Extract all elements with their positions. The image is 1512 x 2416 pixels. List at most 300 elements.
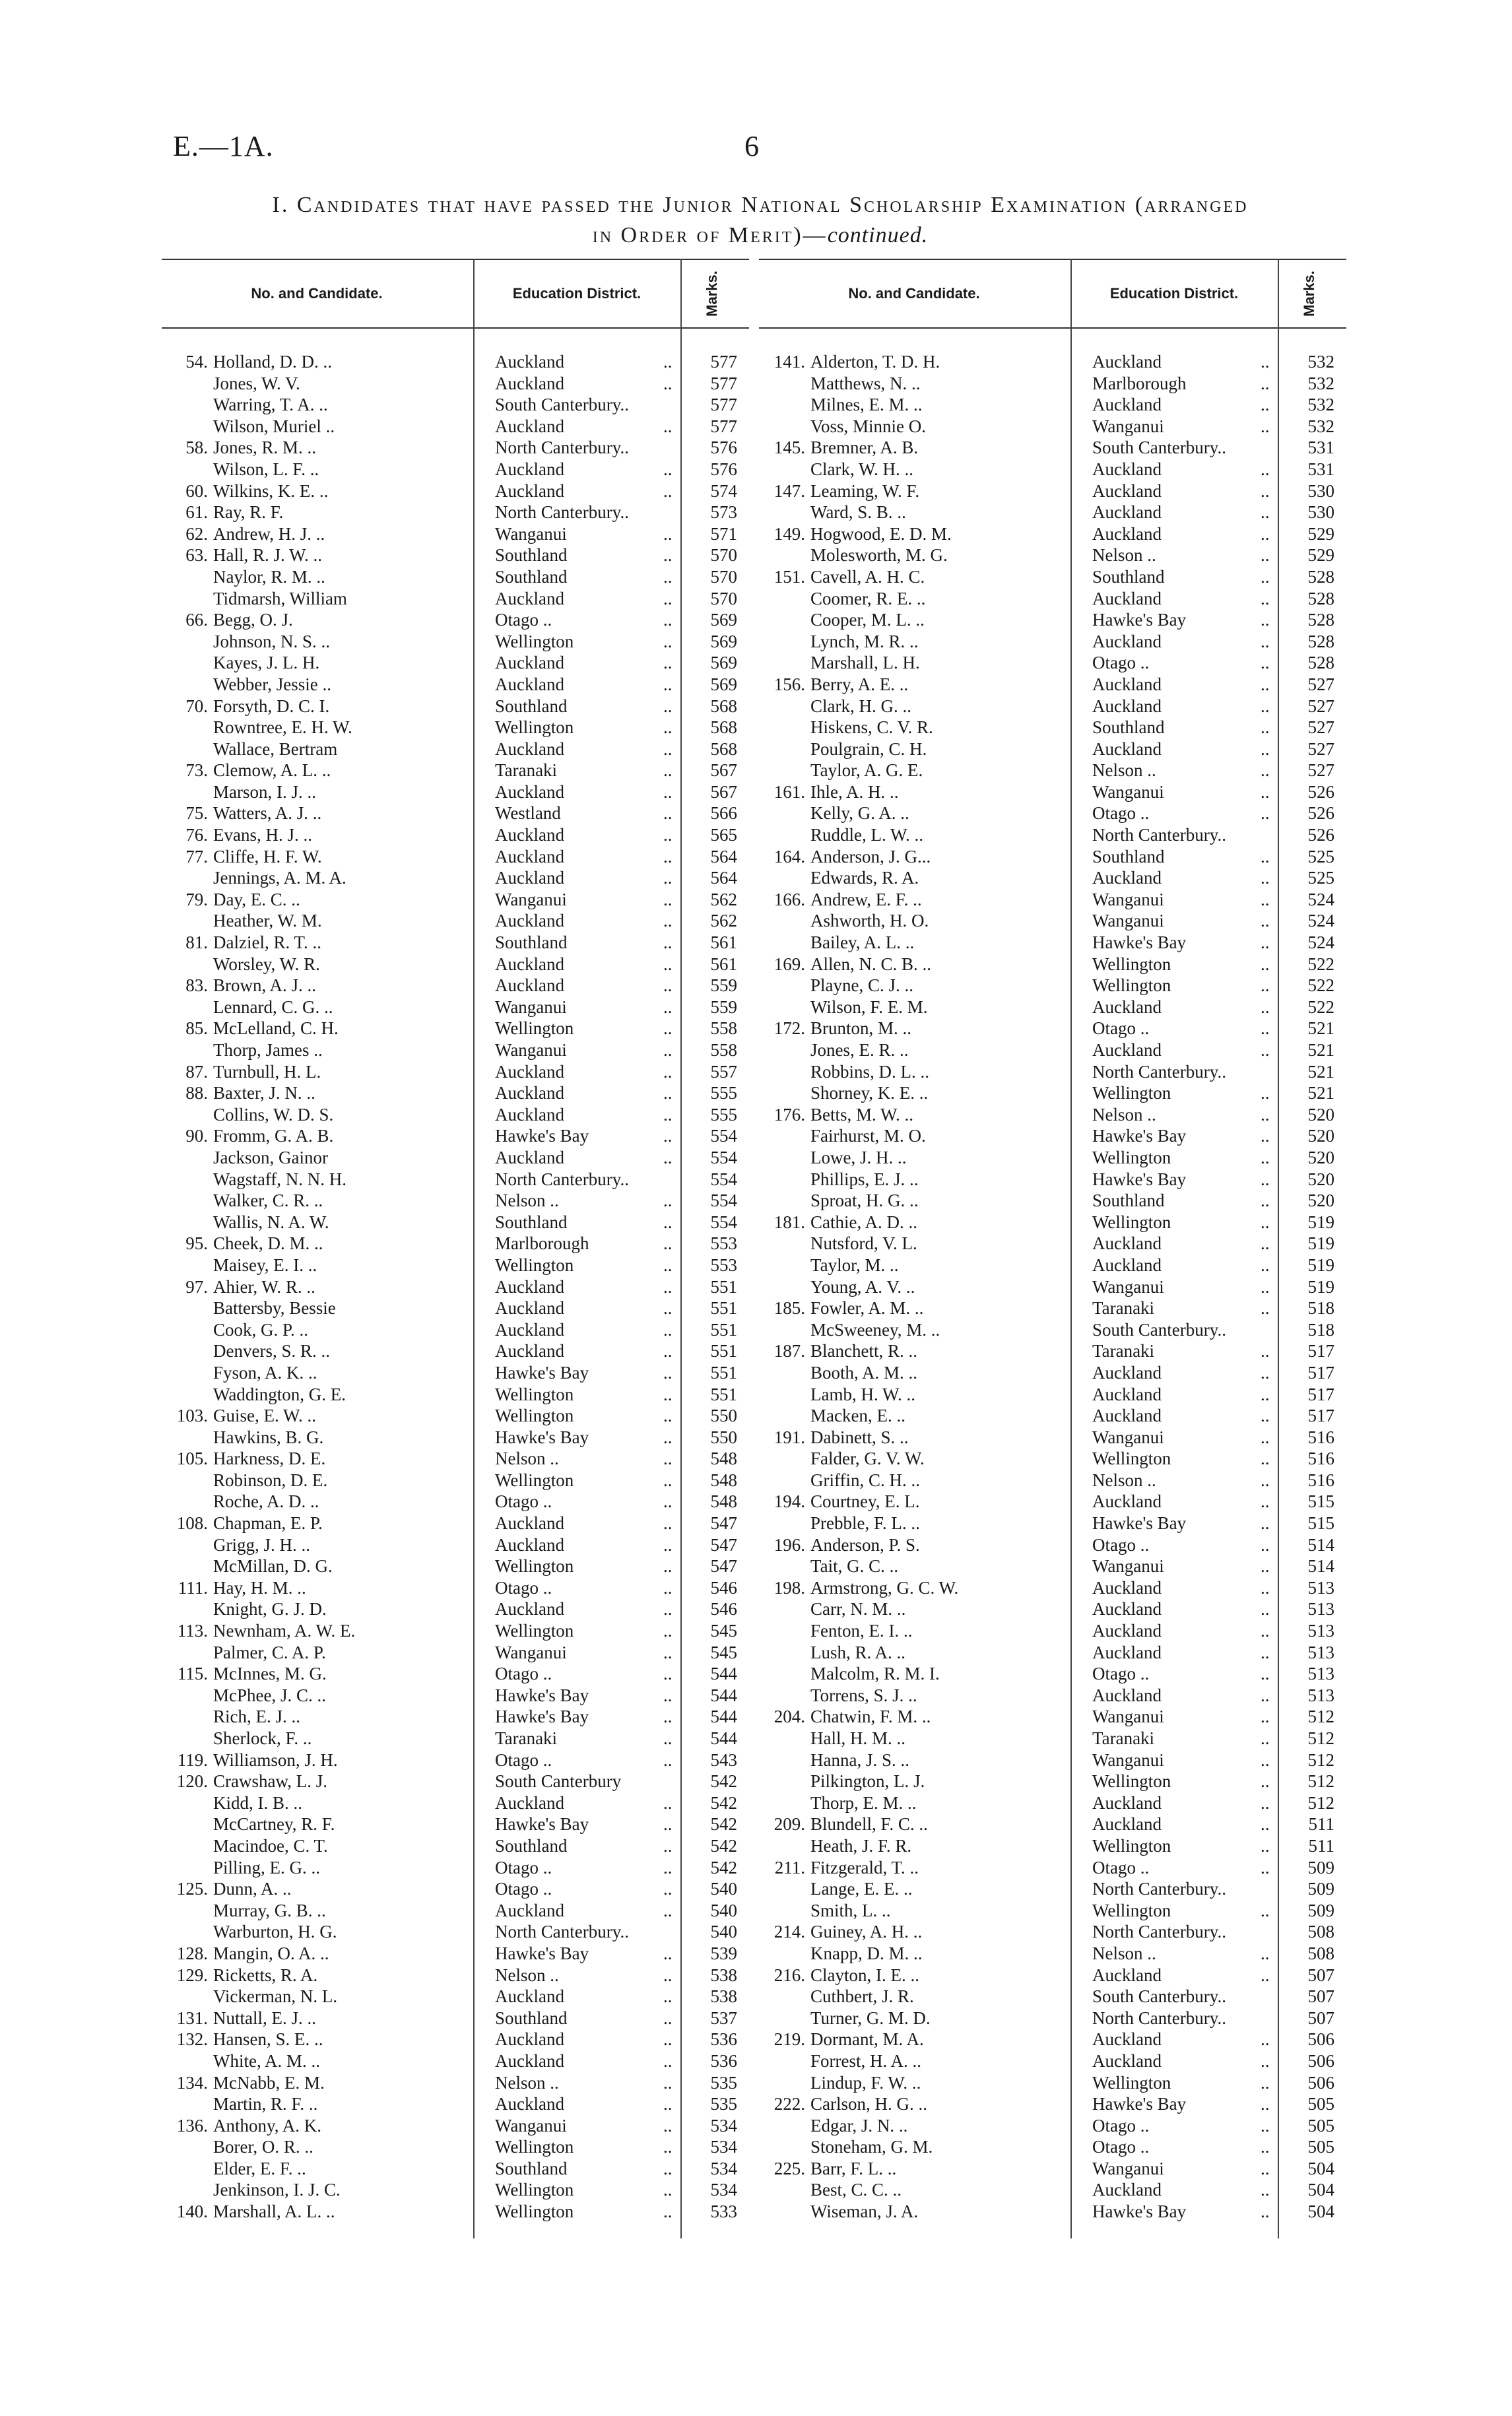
leader-dots: .. xyxy=(1261,1943,1270,1963)
marks-value: 528 xyxy=(1307,588,1334,608)
column-header-marks xyxy=(1279,260,1340,327)
table-row xyxy=(162,996,749,1018)
leader-dots: .. xyxy=(663,2180,673,2200)
marks-header-text: Marks. xyxy=(704,271,720,317)
leader-dots: .. xyxy=(1261,2094,1270,2114)
marks-value: 519 xyxy=(1307,1276,1334,1297)
table-row xyxy=(162,760,749,781)
education-district: Wellington xyxy=(1092,975,1171,996)
marks-value: 508 xyxy=(1307,1943,1334,1963)
rank-number: 196. xyxy=(773,1534,805,1555)
rank-number: 166. xyxy=(773,889,805,909)
candidate-name: Marshall, A. L. .. xyxy=(213,2202,335,2222)
leader-dots: .. xyxy=(1261,1449,1270,1469)
education-district: Auckland xyxy=(1092,2029,1162,2050)
education-district: Wanganui xyxy=(495,996,567,1017)
candidate-name: Hay, H. M. .. xyxy=(213,1577,306,1598)
rank-number: 54. xyxy=(185,352,208,372)
table-row xyxy=(759,523,1346,545)
candidate-name: Rich, E. J. .. xyxy=(213,1707,300,1727)
table-row xyxy=(162,1706,749,1728)
education-district: Otago .. xyxy=(495,1577,552,1598)
marks-value: 535 xyxy=(710,2072,737,2093)
education-district: Hawke's Bay xyxy=(495,1814,589,1835)
education-district: Auckland xyxy=(495,480,564,501)
table-row xyxy=(759,609,1346,631)
candidate-name: Denvers, S. R. .. xyxy=(213,1341,330,1361)
marks-value: 577 xyxy=(710,395,737,415)
marks-value: 508 xyxy=(1307,1922,1334,1942)
marks-value: 554 xyxy=(710,1212,737,1232)
education-district: Nelson .. xyxy=(495,2072,559,2093)
leader-dots: .. xyxy=(663,1083,673,1103)
marks-value: 511 xyxy=(1308,1814,1334,1835)
candidate-name: Holland, D. D. .. xyxy=(213,352,332,372)
education-district: Wanganui xyxy=(1092,1427,1164,1447)
table-row xyxy=(759,824,1346,846)
leader-dots: .. xyxy=(1261,1018,1270,1039)
table-row xyxy=(162,394,749,416)
table-row xyxy=(759,1491,1346,1513)
page-number: 6 xyxy=(744,130,759,162)
marks-value: 538 xyxy=(710,1965,737,1985)
table-row xyxy=(162,1125,749,1147)
leader-dots: .. xyxy=(663,1577,673,1598)
rank-number: 85. xyxy=(185,1018,208,1039)
education-district: Wellington xyxy=(495,1406,574,1426)
education-district: Auckland xyxy=(495,1900,564,1920)
table-row xyxy=(759,1749,1346,1771)
candidate-name: Jones, E. R. .. xyxy=(810,1040,909,1060)
education-district: Auckland xyxy=(495,825,564,845)
marks-value: 528 xyxy=(1307,610,1334,630)
candidate-name: Leaming, W. F. xyxy=(810,480,920,501)
candidate-name: Cuthbert, J. R. xyxy=(810,1986,914,2007)
marks-value: 577 xyxy=(710,352,737,372)
table-row xyxy=(759,1061,1346,1083)
candidate-name: Fromm, G. A. B. xyxy=(213,1126,334,1146)
table-row xyxy=(759,1470,1346,1491)
marks-value: 551 xyxy=(710,1298,737,1319)
candidate-name: Stoneham, G. M. xyxy=(810,2137,933,2157)
candidate-name: Waddington, G. E. xyxy=(213,1384,346,1404)
marks-value: 548 xyxy=(710,1470,737,1490)
table-header-right xyxy=(759,259,1346,329)
table-row xyxy=(759,1986,1346,2008)
leader-dots: .. xyxy=(663,653,673,673)
education-district: Otago .. xyxy=(1092,1857,1150,1877)
leader-dots: .. xyxy=(1261,2050,1270,2071)
rank-number: 66. xyxy=(185,610,208,630)
table-row xyxy=(162,351,749,373)
leader-dots: .. xyxy=(663,1599,673,1619)
education-district: Auckland xyxy=(495,1534,564,1555)
education-district: Hawke's Bay xyxy=(495,1362,589,1383)
education-district: Auckland xyxy=(1092,996,1162,1017)
leader-dots: .. xyxy=(663,2115,673,2136)
table-row xyxy=(759,588,1346,610)
candidate-name: Hall, R. J. W. .. xyxy=(213,545,323,566)
table-row xyxy=(759,975,1346,996)
education-district: Auckland xyxy=(495,653,564,673)
table-row xyxy=(759,1405,1346,1427)
table-row xyxy=(759,954,1346,975)
education-district: Auckland xyxy=(495,459,564,479)
education-district: Auckland xyxy=(495,846,564,866)
leader-dots: .. xyxy=(1261,1040,1270,1060)
marks-value: 539 xyxy=(710,1943,737,1963)
candidate-name: Hanna, J. S. .. xyxy=(810,1749,909,1770)
candidate-name: Newnham, A. W. E. xyxy=(213,1621,356,1641)
candidate-name: McCartney, R. F. xyxy=(213,1814,335,1835)
marks-value: 558 xyxy=(710,1040,737,1060)
candidate-name: Voss, Minnie O. xyxy=(810,416,927,436)
leader-dots: .. xyxy=(1261,1233,1270,1254)
marks-value: 577 xyxy=(710,373,737,393)
rank-number: 83. xyxy=(185,975,208,996)
marks-value: 550 xyxy=(710,1406,737,1426)
table-row xyxy=(162,1663,749,1685)
marks-value: 514 xyxy=(1307,1534,1334,1555)
candidate-name: McInnes, M. G. xyxy=(213,1664,327,1684)
leader-dots: .. xyxy=(1261,373,1270,393)
rank-number: 151. xyxy=(773,566,805,587)
leader-dots: .. xyxy=(1261,1771,1270,1792)
education-district: Wanganui xyxy=(1092,1749,1164,1770)
table-row xyxy=(162,2029,749,2050)
leader-dots: .. xyxy=(1261,1406,1270,1426)
rank-number: 134. xyxy=(176,2072,208,2093)
marks-value: 564 xyxy=(710,846,737,866)
table-row xyxy=(162,1771,749,1792)
candidate-name: Harkness, D. E. xyxy=(213,1449,326,1469)
education-district: Wellington xyxy=(495,1470,574,1490)
leader-dots: .. xyxy=(663,1534,673,1555)
table-row xyxy=(759,760,1346,781)
table-row xyxy=(162,2050,749,2072)
candidate-name: Begg, O. J. xyxy=(213,610,293,630)
candidate-name: Lowe, J. H. .. xyxy=(810,1147,907,1167)
marks-value: 548 xyxy=(710,1449,737,1469)
leader-dots: .. xyxy=(663,545,673,566)
rank-number: 103. xyxy=(176,1406,208,1426)
candidate-name: Sherlock, F. .. xyxy=(213,1728,312,1748)
rank-number: 131. xyxy=(176,2008,208,2028)
table-row xyxy=(759,1685,1346,1707)
table-header-left xyxy=(162,259,749,329)
table-row xyxy=(759,351,1346,373)
table-row xyxy=(162,459,749,480)
leader-dots: .. xyxy=(1261,1577,1270,1598)
leader-dots: .. xyxy=(663,975,673,996)
candidate-name: Molesworth, M. G. xyxy=(810,545,948,566)
candidate-name: Cavell, A. H. C. xyxy=(810,566,925,587)
rank-number: 209. xyxy=(773,1814,805,1835)
leader-dots: .. xyxy=(663,1513,673,1534)
marks-value: 522 xyxy=(1307,954,1334,974)
marks-value: 534 xyxy=(710,2158,737,2178)
marks-value: 505 xyxy=(1307,2115,1334,2136)
title-line2-main: in Order of Merit)— xyxy=(592,223,828,247)
marks-value: 559 xyxy=(710,996,737,1017)
leader-dots: .. xyxy=(1261,1664,1270,1684)
leader-dots: .. xyxy=(1261,1814,1270,1835)
marks-value: 532 xyxy=(1307,395,1334,415)
table-row xyxy=(162,1685,749,1707)
leader-dots: .. xyxy=(663,717,673,738)
candidate-name: Ashworth, H. O. xyxy=(810,911,929,931)
education-district: Wellington xyxy=(495,1556,574,1577)
leader-dots: .. xyxy=(1261,2072,1270,2093)
marks-value: 513 xyxy=(1307,1664,1334,1684)
table-row xyxy=(162,1362,749,1384)
leader-dots: .. xyxy=(663,1943,673,1963)
marks-value: 555 xyxy=(710,1104,737,1125)
candidate-name: Coomer, R. E. .. xyxy=(810,588,926,608)
leader-dots: .. xyxy=(663,1749,673,1770)
marks-value: 512 xyxy=(1307,1792,1334,1813)
table-row xyxy=(162,1792,749,1814)
leader-dots: .. xyxy=(663,1212,673,1232)
candidate-name: Knight, G. J. D. xyxy=(213,1599,327,1619)
marks-value: 554 xyxy=(710,1169,737,1189)
education-district: North Canterbury.. xyxy=(495,502,629,523)
education-district: Wanganui xyxy=(1092,1276,1164,1297)
rank-number: 119. xyxy=(177,1749,208,1770)
leader-dots: .. xyxy=(1261,738,1270,759)
leader-dots: .. xyxy=(663,1470,673,1490)
rank-number: 172. xyxy=(773,1018,805,1039)
marks-value: 504 xyxy=(1307,2180,1334,2200)
education-district: Nelson .. xyxy=(495,1191,559,1211)
table-row xyxy=(162,717,749,738)
education-district: Nelson .. xyxy=(1092,1104,1156,1125)
marks-value: 505 xyxy=(1307,2094,1334,2114)
marks-value: 569 xyxy=(710,610,737,630)
table-row xyxy=(162,696,749,717)
candidate-name: Jennings, A. M. A. xyxy=(213,868,346,888)
table-row xyxy=(162,2136,749,2158)
table-row xyxy=(162,1212,749,1233)
leader-dots: .. xyxy=(1261,1835,1270,1856)
candidate-name: Williamson, J. H. xyxy=(213,1749,338,1770)
table-row xyxy=(759,1943,1346,1965)
table-row xyxy=(162,1491,749,1513)
leader-dots: .. xyxy=(1261,803,1270,824)
marks-value: 521 xyxy=(1307,1083,1334,1103)
candidate-name: Malcolm, R. M. I. xyxy=(810,1664,940,1684)
education-district: Wellington xyxy=(495,1018,574,1039)
marks-value: 577 xyxy=(710,416,737,436)
education-district: Nelson .. xyxy=(1092,545,1156,566)
table-row xyxy=(162,416,749,438)
table-row xyxy=(162,480,749,502)
education-district: Auckland xyxy=(1092,1040,1162,1060)
marks-value: 569 xyxy=(710,653,737,673)
education-district: North Canterbury.. xyxy=(1092,825,1226,845)
table-row xyxy=(759,1125,1346,1147)
candidate-name: Armstrong, G. C. W. xyxy=(810,1577,959,1598)
rank-number: 113. xyxy=(177,1621,208,1641)
leader-dots: .. xyxy=(1261,1900,1270,1920)
candidate-name: Hansen, S. E. .. xyxy=(213,2029,323,2050)
rank-number: 191. xyxy=(773,1427,805,1447)
education-district: Southland xyxy=(1092,1191,1165,1211)
marks-value: 527 xyxy=(1307,717,1334,738)
marks-value: 504 xyxy=(1307,2202,1334,2222)
education-district: South Canterbury xyxy=(495,1771,622,1792)
candidate-name: Collins, W. D. S. xyxy=(213,1104,334,1125)
education-district: Wellington xyxy=(495,1621,574,1641)
table-row xyxy=(162,954,749,975)
candidate-name: Wilson, L. F. .. xyxy=(213,459,319,479)
education-district: North Canterbury.. xyxy=(1092,1922,1226,1942)
education-district: Otago .. xyxy=(1092,653,1150,673)
leader-dots: .. xyxy=(663,674,673,694)
leader-dots: .. xyxy=(663,1814,673,1835)
education-district: Auckland xyxy=(495,2029,564,2050)
candidate-name: Wagstaff, N. N. H. xyxy=(213,1169,347,1189)
table-row xyxy=(759,1427,1346,1449)
marks-value: 525 xyxy=(1307,868,1334,888)
candidate-name: McMillan, D. G. xyxy=(213,1556,333,1577)
rank-number: 214. xyxy=(773,1922,805,1942)
table-row xyxy=(162,1728,749,1749)
marks-value: 509 xyxy=(1307,1879,1334,1899)
marks-value: 567 xyxy=(710,781,737,802)
marks-value: 542 xyxy=(710,1792,737,1813)
table-row xyxy=(162,1921,749,1943)
table-row xyxy=(162,566,749,588)
rank-number: 90. xyxy=(185,1126,208,1146)
rank-number: 225. xyxy=(773,2158,805,2178)
marks-value: 564 xyxy=(710,868,737,888)
candidate-name: Jones, W. V. xyxy=(213,373,300,393)
education-district: Auckland xyxy=(1092,352,1162,372)
rank-number: 198. xyxy=(773,1577,805,1598)
leader-dots: .. xyxy=(1261,1384,1270,1404)
rank-number: 187. xyxy=(773,1341,805,1361)
leader-dots: .. xyxy=(1261,352,1270,372)
table-row xyxy=(759,1921,1346,1943)
marks-value: 528 xyxy=(1307,653,1334,673)
rank-number: 149. xyxy=(773,523,805,544)
education-district: Hawke's Bay xyxy=(1092,1513,1187,1534)
candidate-name: Elder, E. F. .. xyxy=(213,2158,306,2178)
education-district: Wanganui xyxy=(1092,1556,1164,1577)
marks-value: 551 xyxy=(710,1319,737,1340)
table-row xyxy=(759,867,1346,889)
table-row xyxy=(759,696,1346,717)
table-row xyxy=(759,2201,1346,2223)
education-district: Wellington xyxy=(1092,1771,1171,1792)
marks-value: 519 xyxy=(1307,1233,1334,1254)
marks-value: 542 xyxy=(710,1857,737,1877)
table-body-right xyxy=(759,351,1346,2223)
marks-value: 544 xyxy=(710,1664,737,1684)
candidate-name: Anthony, A. K. xyxy=(213,2115,322,2136)
education-district: Auckland xyxy=(495,1104,564,1125)
education-district: Auckland xyxy=(495,738,564,759)
marks-value: 566 xyxy=(710,803,737,824)
candidate-name: Booth, A. M. .. xyxy=(810,1362,918,1383)
table-row xyxy=(162,1255,749,1276)
marks-value: 569 xyxy=(710,631,737,651)
education-district: Auckland xyxy=(495,868,564,888)
marks-value: 551 xyxy=(710,1276,737,1297)
education-district: North Canterbury.. xyxy=(1092,1061,1226,1082)
candidate-name: Best, C. C. .. xyxy=(810,2180,902,2200)
table-row xyxy=(162,1986,749,2008)
education-district: Wellington xyxy=(1092,1083,1171,1103)
marks-value: 545 xyxy=(710,1642,737,1662)
candidate-name: Dormant, M. A. xyxy=(810,2029,924,2050)
candidate-name: Clark, W. H. .. xyxy=(810,459,914,479)
rank-number: 95. xyxy=(185,1233,208,1254)
rank-number: 161. xyxy=(773,781,805,802)
marks-value: 507 xyxy=(1307,1986,1334,2007)
table-row xyxy=(759,2093,1346,2115)
marks-value: 517 xyxy=(1307,1384,1334,1404)
marks-value: 531 xyxy=(1307,459,1334,479)
table-row xyxy=(759,1965,1346,1986)
leader-dots: .. xyxy=(1261,1427,1270,1447)
marks-value: 536 xyxy=(710,2050,737,2071)
marks-value: 550 xyxy=(710,1427,737,1447)
rank-number: 194. xyxy=(773,1491,805,1512)
table-row xyxy=(162,1190,749,1212)
table-row xyxy=(759,910,1346,932)
marks-value: 506 xyxy=(1307,2072,1334,2093)
candidate-name: Guise, E. W. .. xyxy=(213,1406,317,1426)
education-district: Auckland xyxy=(495,2094,564,2114)
education-district: Auckland xyxy=(495,1513,564,1534)
marks-value: 522 xyxy=(1307,996,1334,1017)
marks-value: 573 xyxy=(710,502,737,523)
rank-number: 164. xyxy=(773,846,805,866)
candidate-name: Hogwood, E. D. M. xyxy=(810,523,952,544)
leader-dots: .. xyxy=(1261,2137,1270,2157)
candidate-name: Hawkins, B. G. xyxy=(213,1427,324,1447)
candidate-name: White, A. M. .. xyxy=(213,2050,320,2071)
rank-number: 128. xyxy=(176,1943,208,1963)
candidate-name: Roche, A. D. .. xyxy=(213,1491,319,1512)
marks-value: 512 xyxy=(1307,1749,1334,1770)
education-district: Auckland xyxy=(495,1341,564,1361)
marks-value: 534 xyxy=(710,2115,737,2136)
table-row xyxy=(162,2179,749,2201)
marks-value: 570 xyxy=(710,545,737,566)
education-district: Wellington xyxy=(495,717,574,738)
leader-dots: .. xyxy=(663,480,673,501)
table-row xyxy=(759,373,1346,395)
marks-value: 567 xyxy=(710,760,737,781)
leader-dots: .. xyxy=(1261,760,1270,781)
table-row xyxy=(162,2201,749,2223)
education-district: Wellington xyxy=(495,631,574,651)
education-district: Taranaki xyxy=(495,1728,558,1748)
table-row xyxy=(162,1857,749,1879)
candidate-name: Lennard, C. G. .. xyxy=(213,996,333,1017)
candidate-name: Sproat, H. G. .. xyxy=(810,1191,919,1211)
education-district: Otago .. xyxy=(495,1664,552,1684)
education-district: Auckland xyxy=(1092,480,1162,501)
education-district: Southland xyxy=(495,1835,568,1856)
table-row xyxy=(162,1534,749,1556)
table-row xyxy=(162,2158,749,2180)
table-row xyxy=(162,544,749,566)
leader-dots: .. xyxy=(663,1900,673,1920)
